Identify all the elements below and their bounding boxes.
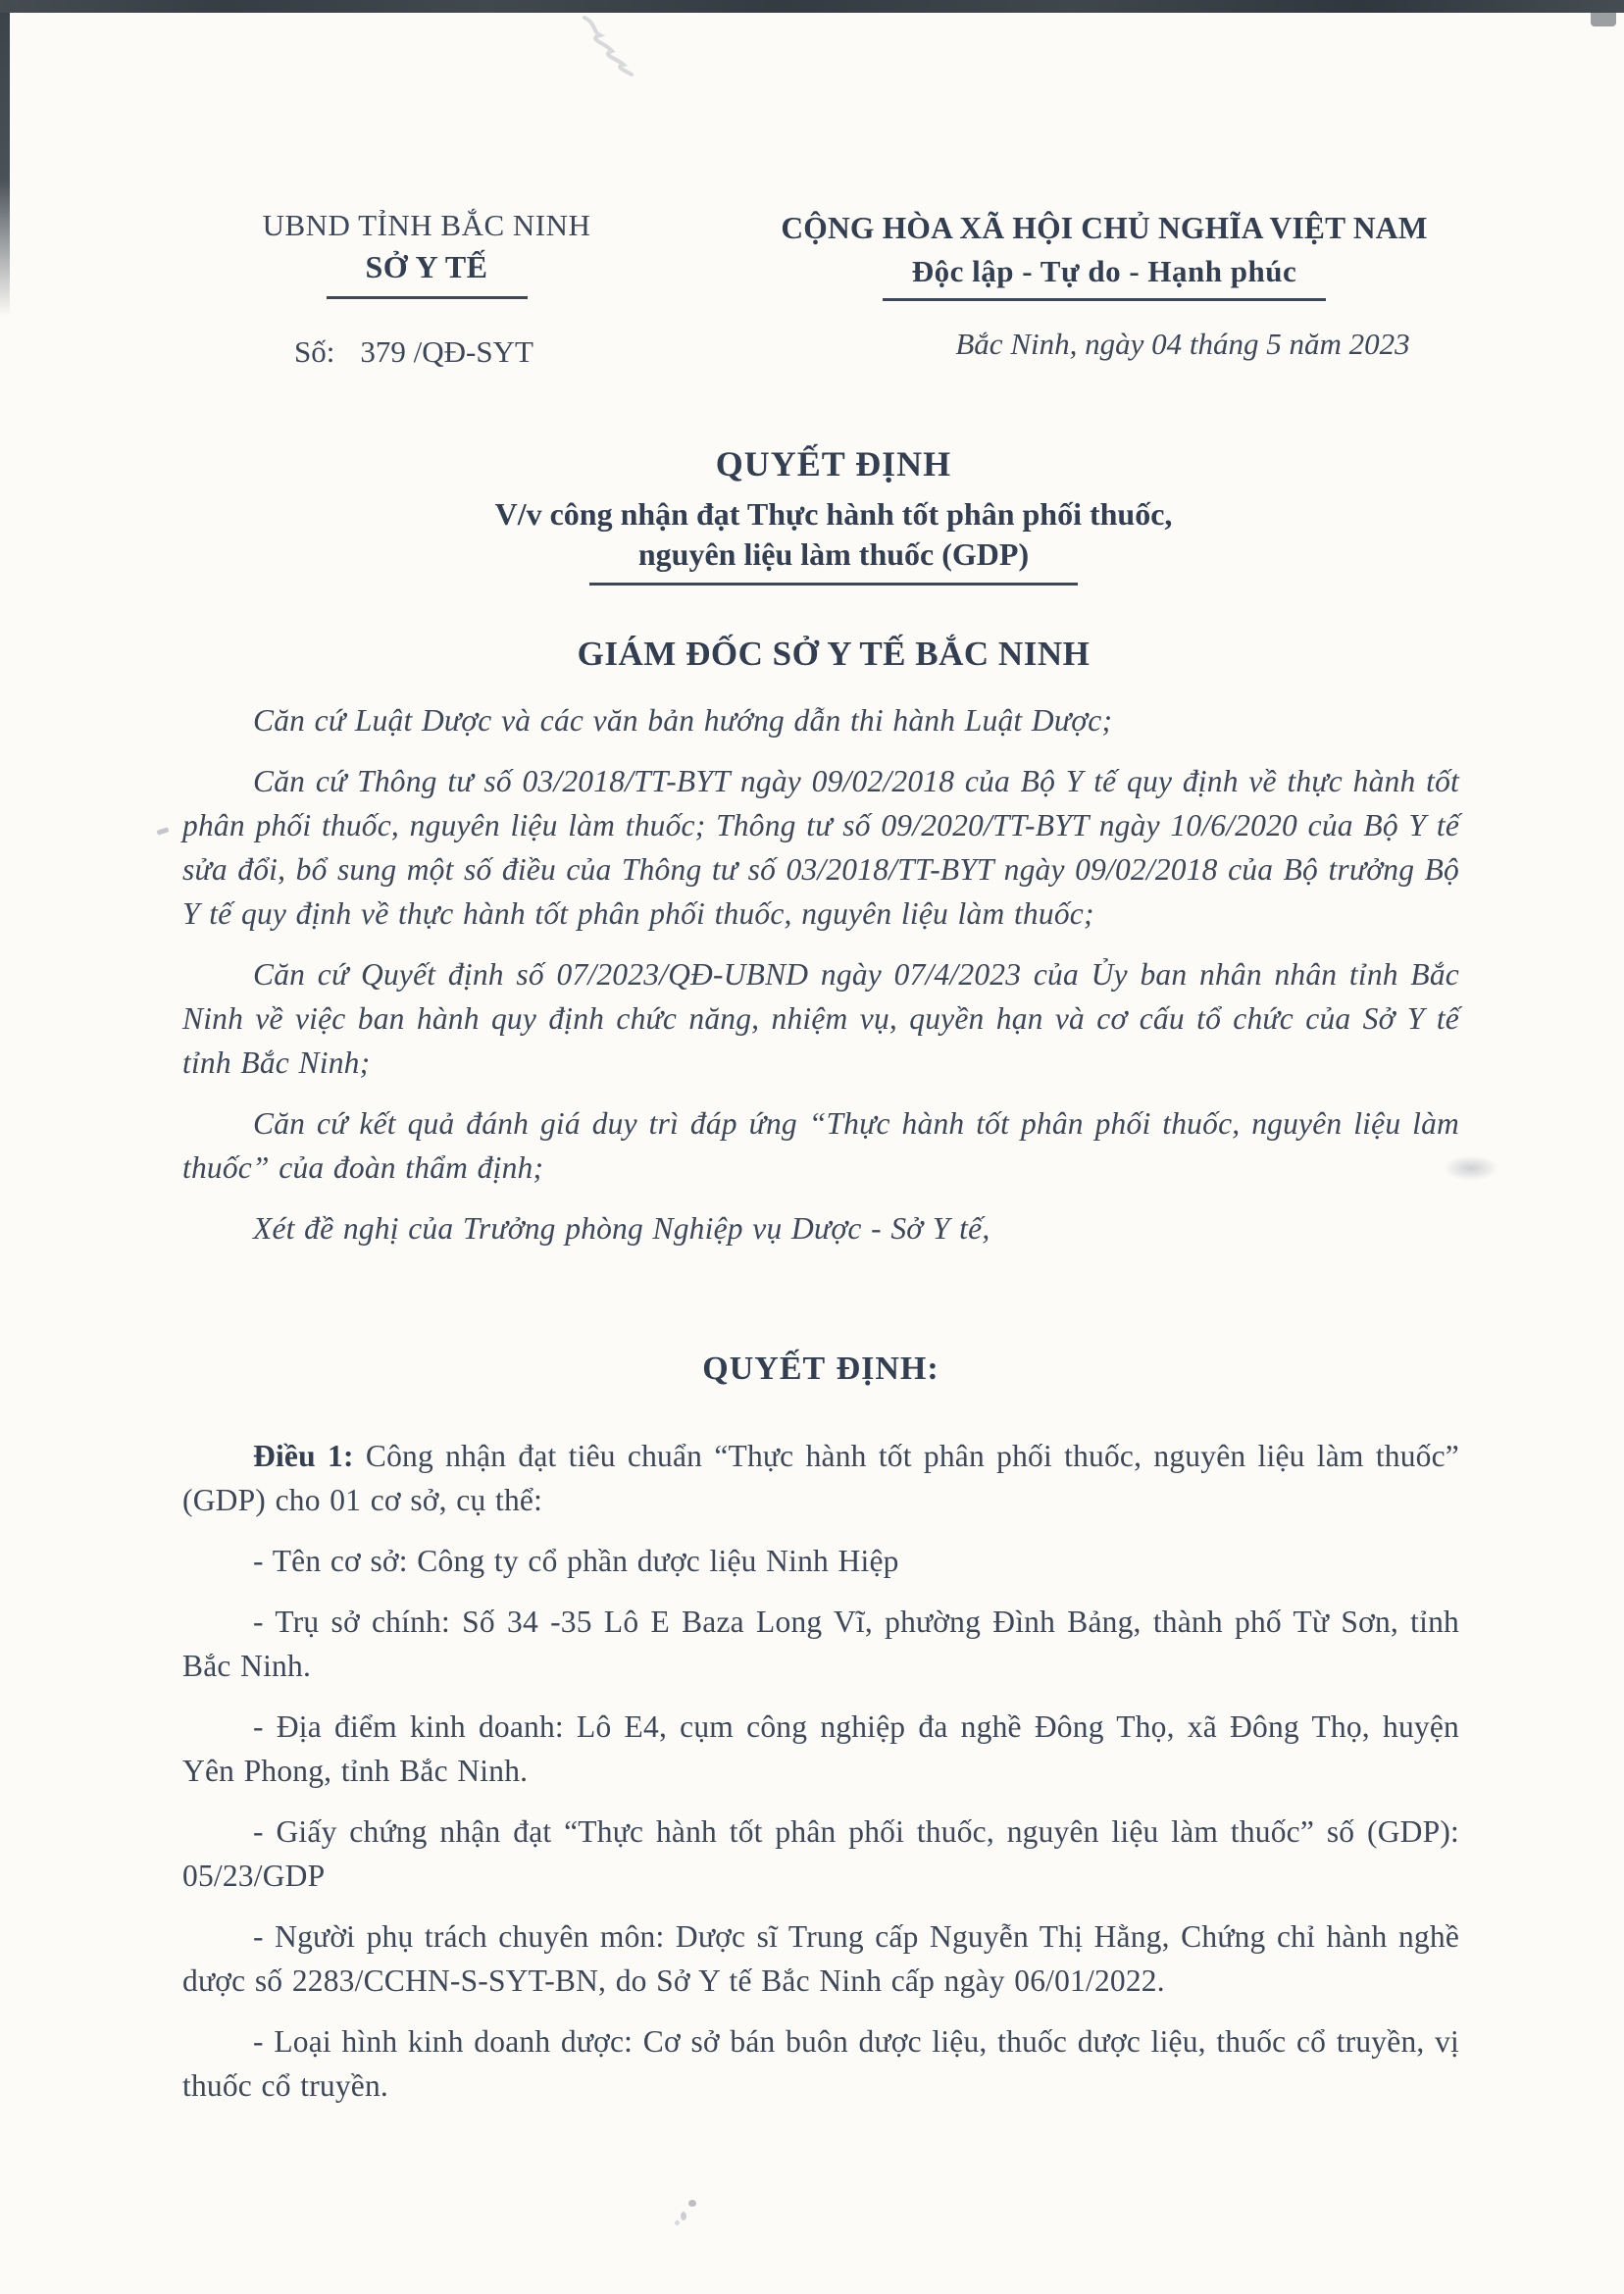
scan-artifact-speck — [675, 2220, 680, 2225]
scan-artifact-speck — [688, 2200, 696, 2207]
preamble-paragraph: Căn cứ Quyết định số 07/2023/QĐ-UBND ngày 07/4/2023 của Ủy ban nhân nhân tỉnh Bắc Ninh về việc ban hành quy định chức năng, nhiệm vụ, quyền hạn và cơ cấu tổ chức của Sở Y tế tỉnh Bắc Ninh; — [182, 957, 1459, 1080]
article-1-text: Công nhận đạt tiêu chuẩn “Thực hành tốt phân phối thuốc, nguyên liệu làm thuốc” (GDP) cho 01 cơ sở, cụ thể: — [182, 1439, 1459, 1517]
preamble-section — [182, 698, 1459, 1267]
document-number-value: 379 /QĐ-SYT — [360, 334, 533, 369]
preamble-paragraph: Căn cứ kết quả đánh giá duy trì đáp ứng “Thực hành tốt phân phối thuốc, nguyên liệu làm thuốc” của đoàn thẩm định; — [182, 1106, 1459, 1185]
scan-edge-top — [0, 0, 1624, 13]
decision-heading: QUYẾT ĐỊNH: — [702, 1351, 939, 1387]
preamble-paragraph: Xét đề nghị của Trưởng phòng Nghiệp vụ Dược - Sở Y tế, — [253, 1211, 990, 1246]
national-motto: Độc lập - Tự do - Hạnh phúc — [911, 254, 1297, 288]
detail-item-facility-name: - Tên cơ sở: Công ty cổ phần dược liệu Ninh Hiệp — [253, 1544, 899, 1578]
org-underline — [327, 296, 528, 299]
scan-edge-left — [0, 13, 10, 317]
place-and-date: Bắc Ninh, ngày 04 tháng 5 năm 2023 — [955, 327, 1410, 361]
detail-item-certificate-number: - Giấy chứng nhận đạt “Thực hành tốt phân phối thuốc, nguyên liệu làm thuốc” số (GDP): 05/23/GDP — [182, 1814, 1459, 1893]
article-1 — [182, 1434, 1459, 1522]
document-number-label: Số: — [294, 334, 335, 369]
scan-artifact-tick — [157, 827, 170, 835]
preamble-paragraph: Căn cứ Luật Dược và các văn bản hướng dẫn thi hành Luật Dược; — [253, 703, 1113, 738]
detail-item-responsible-person: - Người phụ trách chuyên môn: Dược sĩ Trung cấp Nguyễn Thị Hằng, Chứng chỉ hành nghề dược số 2283/CCHN-S-SYT-BN, do Sở Y tế Bắc Ninh cấp ngày 06/01/2022. — [182, 1919, 1459, 1998]
org-name: SỞ Y TẾ — [365, 249, 488, 284]
operative-section — [182, 1347, 1459, 2124]
scan-artifact-speck — [681, 2212, 686, 2220]
subject-underline — [589, 583, 1078, 586]
motto-underline — [883, 298, 1326, 301]
article-1-label: Điều 1: — [253, 1439, 354, 1473]
document-number — [294, 334, 533, 370]
document-subject-line2: nguyên liệu làm thuốc (GDP) — [637, 536, 1030, 572]
country-name: CỘNG HÒA XÃ HỘI CHỦ NGHĨA VIỆT NAM — [781, 211, 1428, 245]
org-parent-name: UBND TỈNH BẮC NINH — [262, 208, 591, 242]
scan-artifact-squiggle — [567, 14, 655, 92]
preamble-paragraph: Căn cứ Thông tư số 03/2018/TT-BYT ngày 09/02/2018 của Bộ Y tế quy định về thực hành tốt phân phối thuốc, nguyên liệu làm thuốc; Thông tư số 09/2020/TT-BYT ngày 10/6/2020 của Bộ Y tế sửa đổi, bổ sung một số điều của Thông tư số 03/2018/TT-BYT ngày 09/02/2018 của Bộ trưởng Bộ Y tế quy định về thực hành tốt phân phối thuốc, nguyên liệu làm thuốc; — [182, 764, 1459, 931]
scan-edge-corner — [1591, 13, 1616, 26]
document-subject-line1: V/v công nhận đạt Thực hành tốt phân phối thuốc, — [494, 496, 1173, 532]
document-title-block — [22, 443, 1624, 674]
detail-item-business-location: - Địa điểm kinh doanh: Lô E4, cụm công nghiệp đa nghề Đông Thọ, xã Đông Thọ, huyện Yên Phong, tỉnh Bắc Ninh. — [182, 1709, 1459, 1788]
national-header-block — [737, 211, 1471, 362]
document-type-heading: QUYẾT ĐỊNH — [715, 444, 952, 484]
issuing-org-block — [240, 208, 613, 299]
detail-item-head-office: - Trụ sở chính: Số 34 -35 Lô E Baza Long Vĩ, phường Đình Bảng, thành phố Từ Sơn, tỉnh Bắc Ninh. — [182, 1605, 1459, 1683]
issuing-authority: GIÁM ĐỐC SỞ Y TẾ BẮC NINH — [577, 635, 1091, 673]
detail-item-business-type: - Loại hình kinh doanh dược: Cơ sở bán buôn dược liệu, thuốc dược liệu, thuốc cổ truyền, vị thuốc cổ truyền. — [182, 2024, 1459, 2103]
